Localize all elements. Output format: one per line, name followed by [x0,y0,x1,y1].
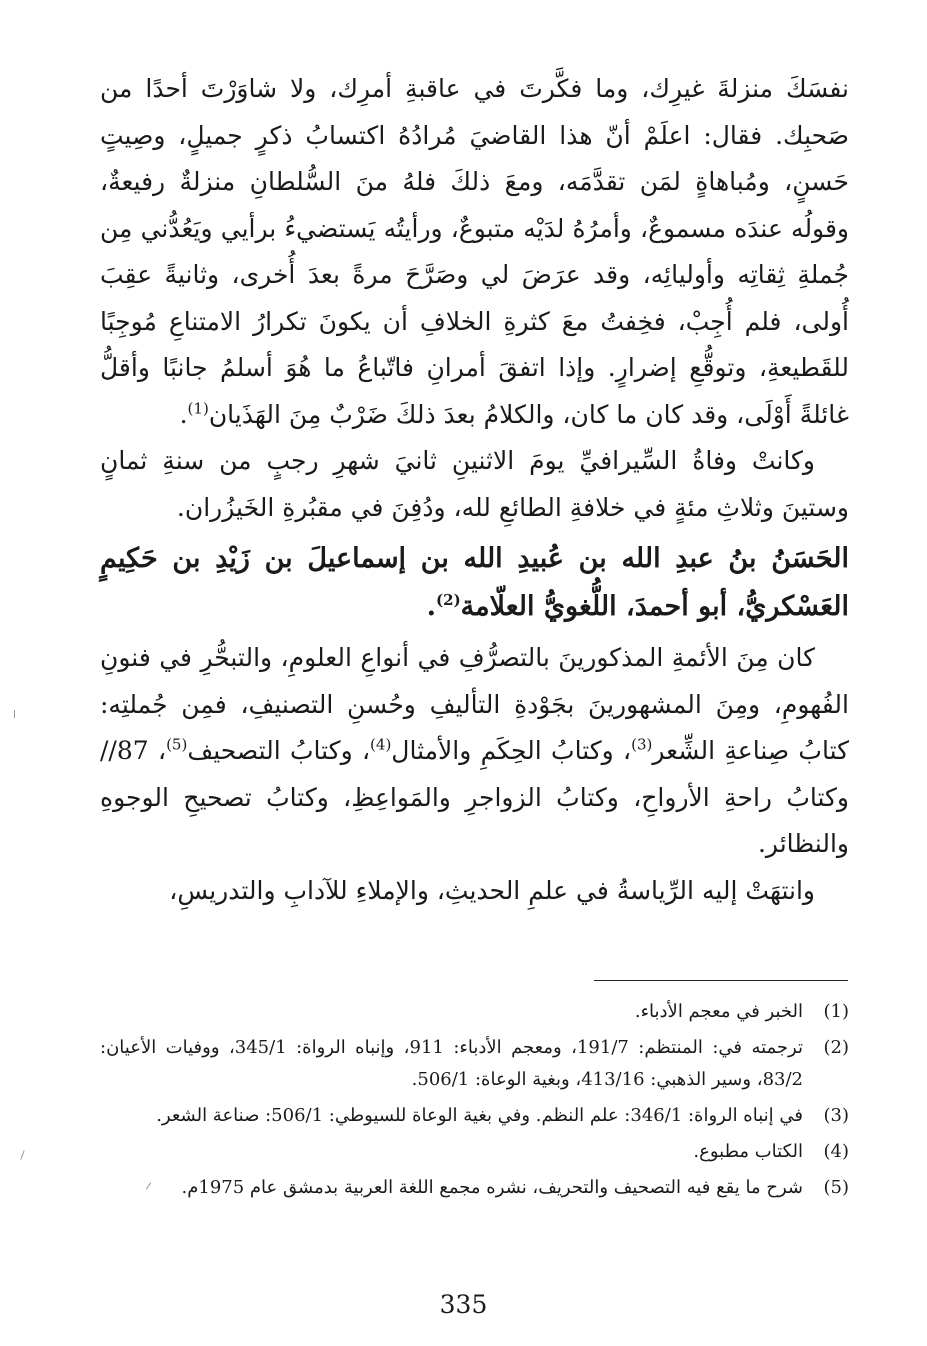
footnote-ref-1[interactable]: (1) [187,399,209,418]
paragraph-1 [100,66,849,438]
footnote-number: (1) [823,1001,849,1022]
paragraph-3-text-b: ، وكتابُ الحِكَمِ والأمثال [391,736,632,765]
entry-heading-text: الحَسَنُ بنُ عبدِ الله بن عُبيدِ الله بن إسماعيلَ بن زَيْدِ بن حَكِيمٍ العَسْكريُّ، أبو أحمدَ، اللُّغويُّ العلّامة [100,543,849,622]
footnote-3 [100,1100,849,1132]
page-number: 335 [439,1290,488,1319]
footnote-text: في إنباه الرواة: 346/1: علم النظم. وفي بغية الوعاة للسيوطي: 506/1: صناعة الشعر. [156,1105,803,1126]
footnotes [100,996,849,1208]
footnote-number: (2) [823,1037,849,1058]
footnote-4 [100,1136,849,1168]
footnote-2 [100,1032,849,1096]
paragraph-4: وانتهَتْ إليه الرِّياسةُ في علمِ الحديثِ، والإملاءِ للآدابِ والتدريسِ، [169,875,815,905]
footnote-ref-4[interactable]: (4) [370,735,392,754]
paragraph-2: وكانتْ وفاةُ السِّيرافيِّ يومَ الاثنينِ ثانيَ شهرِ رجبٍ من سنةِ ثمانٍ وستينَ وثلاثِ مئةٍ في خلافةِ الطائعِ لله، ودُفِنَ في مقبُرةِ الخَيزُران. [100,446,849,522]
footnote-text: شرح ما يقع فيه التصحيف والتحريف، نشره مجمع اللغة العربية بدمشق عام 1975م. [181,1177,803,1198]
footnote-number: (3) [823,1105,849,1126]
scan-mark [20,1150,24,1160]
footnote-text: ترجمته في: المنتظم: 191/7، ومعجم الأدباء: 911، وإنباه الرواة: 345/1، ووفيات الأعيان: 83/2، وسير الذهبي: 413/16، وبغية الوعاة: 506/1. [100,1037,804,1090]
footnote-number: (4) [823,1141,849,1162]
entry-heading-end: . [426,591,437,622]
main-text [100,66,849,914]
paragraph-3-text-d: ، 87// وكتابُ راحةِ الأرواحِ، وكتابُ الزواجرِ والمَواعِظِ، وكتابُ تصحيحِ الوجوهِ والنظائر. [100,736,849,858]
footnote-1 [100,996,849,1028]
paragraph-1-text: نفسَكَ منزلةَ غيرِك، وما فكَّرتَ في عاقبةِ أمرِك، ولا شاوَرْتَ أحدًا من صَحبِك. فقال: اعلَمْ أنّ هذا القاضيَ مُرادُهُ اكتسابُ ذكرٍ جميلٍ، وصِيتٍ حَسنٍ، ومُباهاةٍ لمَن تقدَّمَه، ومعَ ذلكَ فلهُ منَ السُّلطانِ منزلةٌ رفيعةٌ، وقولُه عندَه مسموعٌ، وأمرُهُ لدَيْه متبوعٌ، ورأيتُه يَستضيءُ برأيي ويَعُدُّني مِن جُملةِ ثِقاتِه وأوليائِه، وقد عرَضَ لي وصَرَّحَ مرةً بعدَ أُخرى، وثانيةً عقِبَ أُولى، فلم أُجِبْ، فخِفتُ معَ كثرةِ الخلافِ أن يكونَ تكرارُ الامتناعِ مُوجِبًا للقَطيعةِ، وتوقُّعِ إضرارٍ. وإذا اتفقَ أمرانِ فاتّباعُ ما هُوَ أسلمُ جانبًا وأقلُّ غائلةً أَوْلَى، وقد كان ما كان، والكلامُ بعدَ ذلكَ ضَرْبٌ مِنَ الهَذَيان [100,74,850,429]
paragraph-3-text-c: ، وكتابُ التصحيف [187,736,371,765]
entry-heading [100,535,849,631]
footnote-divider [594,980,848,981]
footnote-text: الخبر في معجم الأدباء. [634,1001,803,1022]
footnote-text: الكتاب مطبوع. [693,1141,803,1162]
paragraph-3 [100,635,849,868]
scan-mark [14,710,15,718]
footnote-number: (5) [823,1177,849,1198]
paragraph-1-end: . [179,399,188,429]
footnote-ref-5[interactable]: (5) [166,735,188,754]
footnote-ref-2[interactable]: (2) [436,591,461,609]
footnote-ref-3[interactable]: (3) [631,735,653,754]
paragraph-3-text-a: كان مِنَ الأئمةِ المذكورينَ بالتصرُّفِ في أنواعِ العلومِ، والتبحُّرِ في فنونِ الفُهومِ، ومِنَ المشهورينَ بجَوْدةِ التأليفِ وحُسنِ التصنيفِ، فمِن جُملتِه: كتابُ صِناعةِ الشِّعر [100,643,850,765]
footnote-5 [100,1172,849,1204]
